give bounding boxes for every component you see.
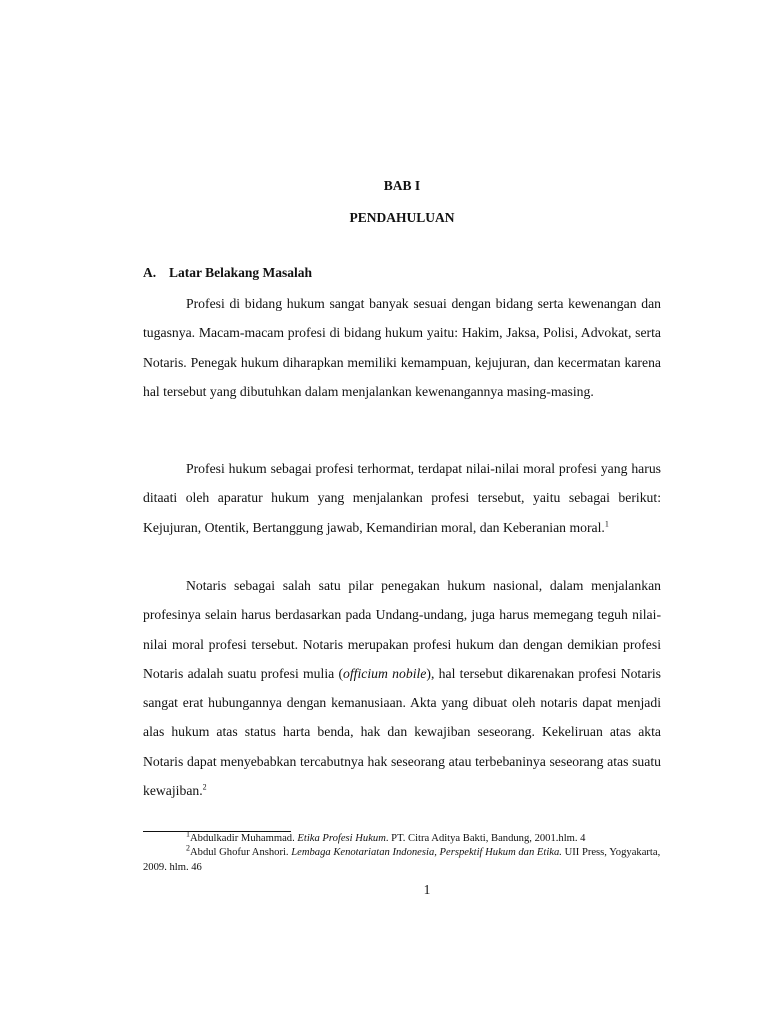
footnote-ref-2: 2 bbox=[202, 782, 207, 792]
footnote-2-title: Lembaga Kenotariatan Indonesia, Perspektif Hukum dan Etika. bbox=[291, 847, 562, 858]
paragraph-3-text-b: ), hal tersebut dikarenakan profesi Notaris sangat erat hubungannya dengan kemanusiaan. Akta yang dibuat oleh notaris dapat menjadi alas hukum atas status harta benda, hak dan kewajiban seseorang. Kekeliruan atas akta Notaris dapat menyebabkan tercabutnya hak seseorang atau terbebaninya seseorang atas suatu kewajiban. bbox=[143, 665, 661, 799]
section-title: Latar Belakang Masalah bbox=[169, 265, 313, 280]
footnote-ref-1: 1 bbox=[604, 519, 609, 529]
footnote-1-marker: 1 bbox=[186, 829, 190, 839]
chapter-label: BAB I bbox=[383, 178, 421, 193]
footnote-2-rest: UII Press, Yogyakarta, 2009. hlm. 46 bbox=[143, 847, 661, 873]
paragraph-3-text-a: Notaris sebagai salah satu pilar penegakan hukum nasional, dalam menjalankan profesinya selain harus berdasarkan pada Undang-undang, juga harus memegang teguh nilai-nilai moral profesi tersebut. Notaris merupakan profesi hukum dan dengan demikian profesi Notaris adalah suatu profesi mulia ( bbox=[143, 578, 661, 681]
footnote-1-title: Etika Profesi Hukum bbox=[297, 833, 386, 844]
section-heading bbox=[143, 265, 661, 281]
footnote-1 bbox=[143, 831, 661, 846]
paragraph-3 bbox=[143, 571, 661, 805]
paragraph-2-text: Profesi hukum sebagai profesi terhormat, terdapat nilai-nilai moral profesi yang harus ditaati oleh aparatur hukum yang menjalankan profesi tersebut, yaitu sebagai berikut: Kejujuran, Otentik, Bertanggung jawab, Kemandirian moral, dan Keberanian moral. bbox=[143, 461, 661, 535]
footnote-1-author: Abdulkadir Muhammad. bbox=[190, 833, 298, 844]
paragraph-1-text: Profesi di bidang hukum sangat banyak sesuai dengan bidang serta kewenangan dan tugasnya. Macam-macam profesi di bidang hukum yaitu: Hakim, Jaksa, Polisi, Advokat, serta Notaris. Penegak hukum diharapkan memiliki kemampuan, kejujuran, dan kecermatan karena hal tersebut yang dibutuhkan dalam menjalankan kewenangannya masing-masing. bbox=[143, 296, 661, 399]
footnote-1-rest: . PT. Citra Aditya Bakti, Bandung, 2001.hlm. 4 bbox=[385, 833, 586, 844]
paragraph-1 bbox=[143, 289, 661, 406]
page-number: 1 bbox=[423, 882, 431, 897]
paragraph-2 bbox=[143, 454, 661, 542]
footnote-2-marker: 2 bbox=[186, 843, 190, 853]
footnote-2-author: Abdul Ghofur Anshori. bbox=[190, 847, 292, 858]
footnote-2 bbox=[143, 845, 661, 875]
chapter-title: PENDAHULUAN bbox=[349, 210, 455, 225]
section-number: A. bbox=[143, 265, 157, 280]
paragraph-3-italic: officium nobile bbox=[343, 665, 427, 681]
